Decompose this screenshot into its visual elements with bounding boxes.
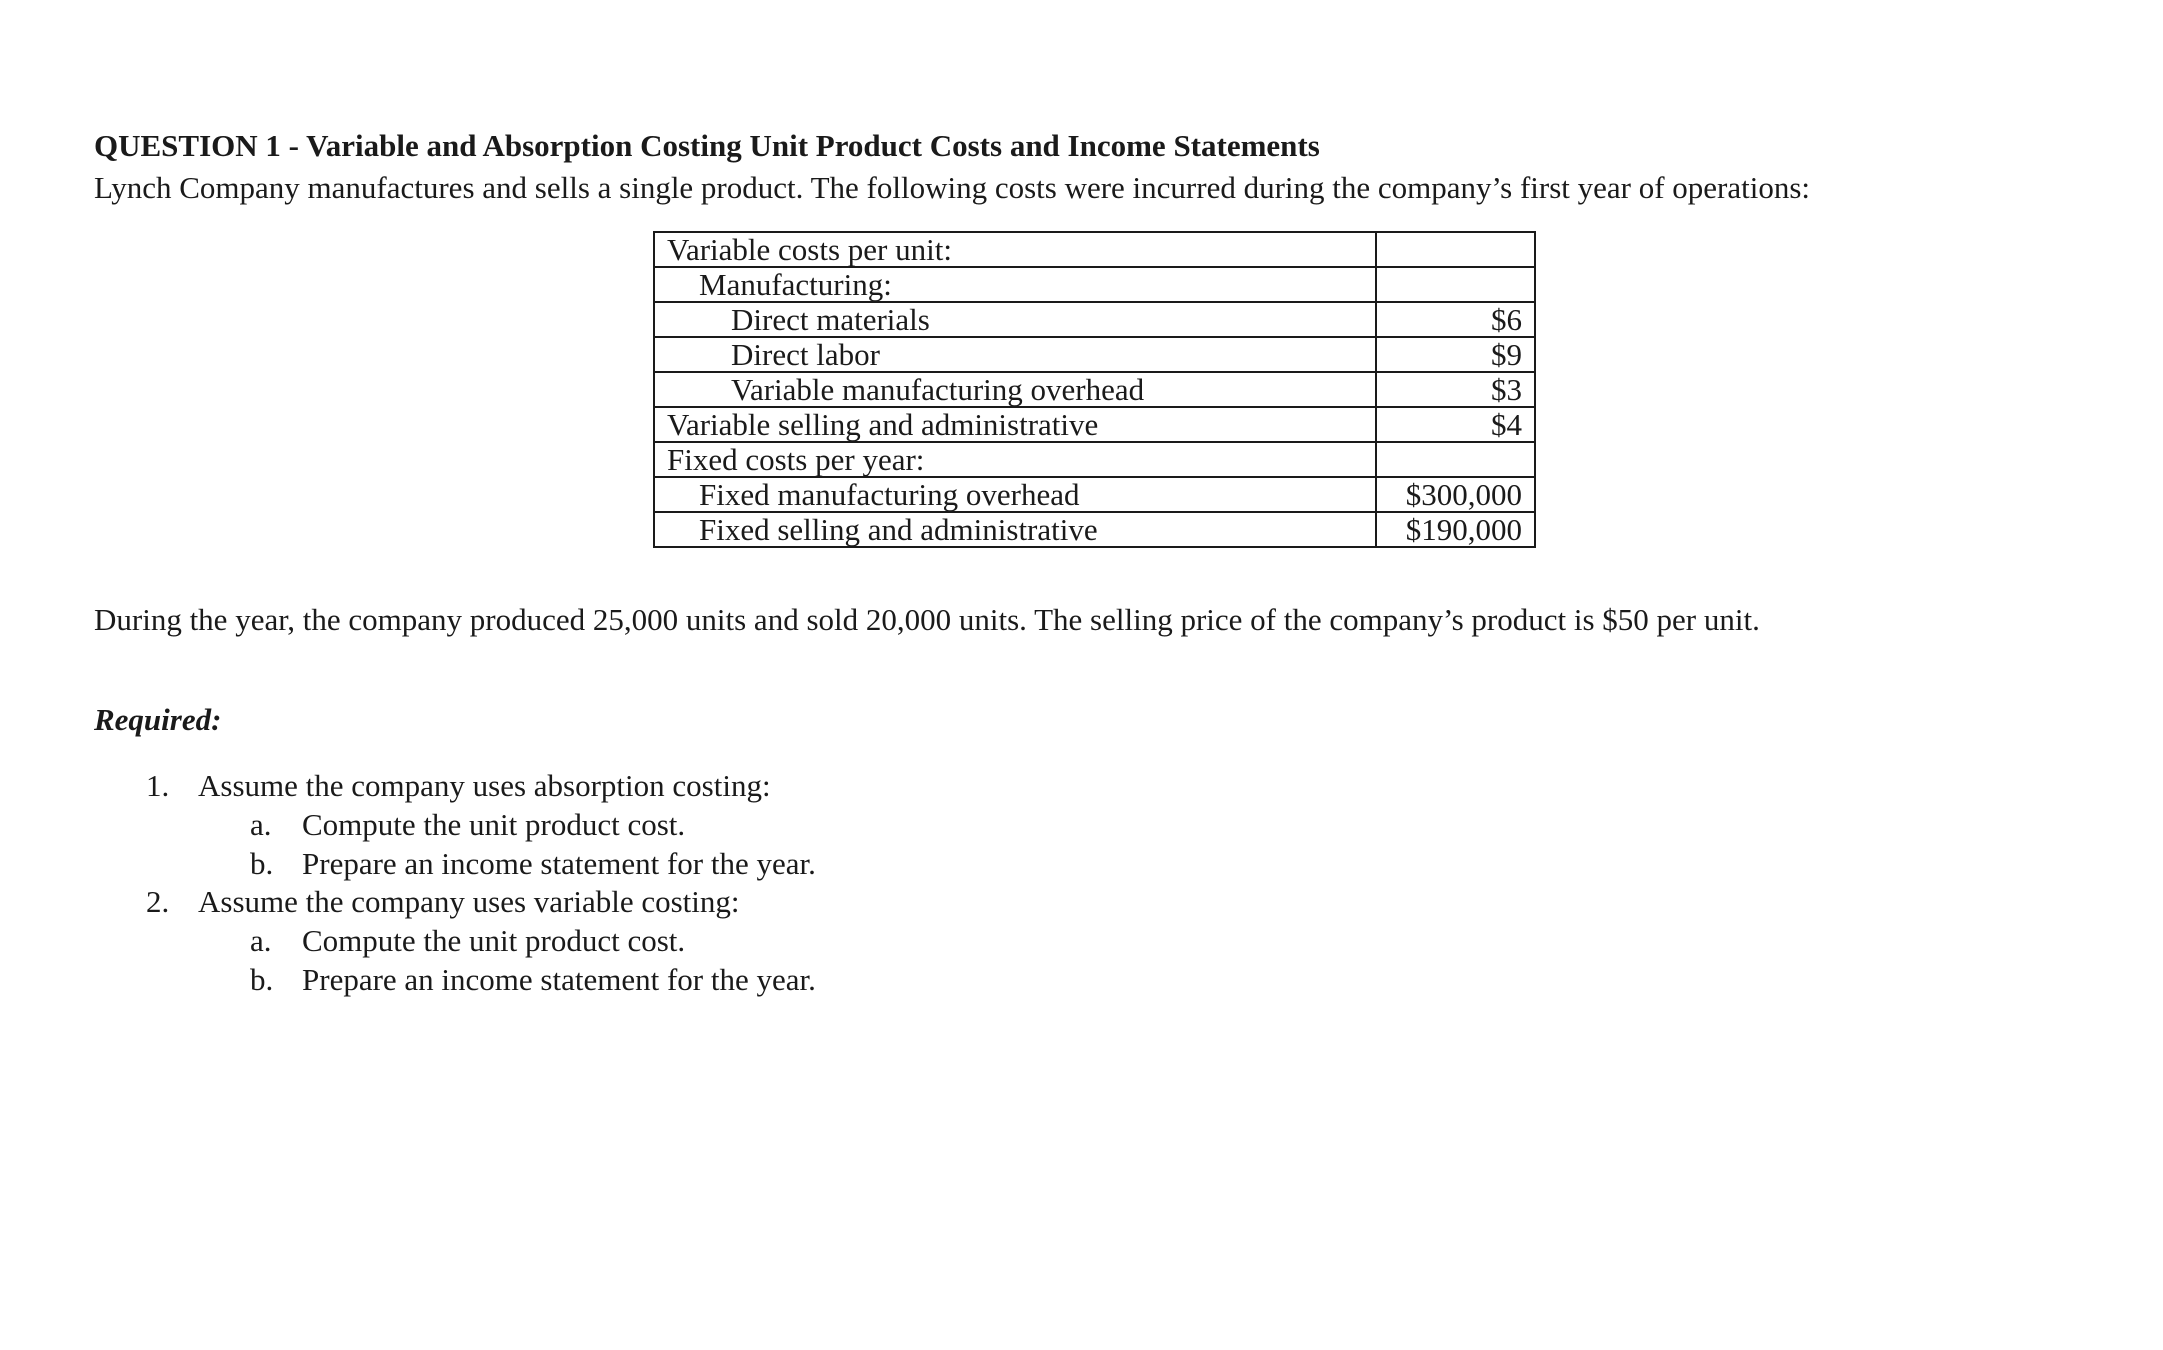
table-row [654, 407, 1535, 442]
table-row [654, 232, 1535, 267]
part-text: Prepare an income statement for the year. [302, 962, 816, 997]
question-text: Assume the company uses absorption costing: [198, 768, 771, 803]
row-amount: $300,000 [1376, 477, 1535, 512]
row-label: Manufacturing: [654, 267, 1376, 302]
table-row [654, 442, 1535, 477]
table-row [654, 267, 1535, 302]
cost-table [653, 231, 1536, 548]
table-row [654, 337, 1535, 372]
intro-paragraph: Lynch Company manufactures and sells a single product. The following costs were incurred during the company’s first year of operations: [94, 170, 1811, 205]
row-label: Fixed manufacturing overhead [654, 477, 1376, 512]
table-row [654, 477, 1535, 512]
row-amount [1376, 267, 1535, 302]
row-label: Variable selling and administrative [654, 407, 1376, 442]
row-amount: $3 [1376, 372, 1535, 407]
question-number: 1. [146, 768, 170, 803]
table-row [654, 372, 1535, 407]
row-label: Direct materials [654, 302, 1376, 337]
table-row [654, 512, 1535, 547]
table-row [654, 302, 1535, 337]
part-letter: b. [250, 962, 274, 997]
question-title: QUESTION 1 - Variable and Absorption Costing Unit Product Costs and Income Statements [94, 128, 1320, 163]
part-text: Compute the unit product cost. [302, 923, 686, 958]
row-amount: $6 [1376, 302, 1535, 337]
required-heading: Required: [94, 702, 222, 737]
row-label: Fixed selling and administrative [654, 512, 1376, 547]
row-label: Variable costs per unit: [654, 232, 1376, 267]
question-number: 2. [146, 884, 170, 919]
part-text: Prepare an income statement for the year. [302, 846, 816, 881]
row-amount: $4 [1376, 407, 1535, 442]
row-amount [1376, 442, 1535, 477]
row-amount: $190,000 [1376, 512, 1535, 547]
row-label: Variable manufacturing overhead [654, 372, 1376, 407]
production-paragraph: During the year, the company produced 25,000 units and sold 20,000 units. The selling price of the company’s product is $50 per unit. [94, 602, 1760, 637]
part-letter: b. [250, 846, 274, 881]
row-amount: $9 [1376, 337, 1535, 372]
part-letter: a. [250, 923, 272, 958]
part-letter: a. [250, 807, 272, 842]
row-label: Fixed costs per year: [654, 442, 1376, 477]
part-text: Compute the unit product cost. [302, 807, 686, 842]
row-label: Direct labor [654, 337, 1376, 372]
question-text: Assume the company uses variable costing: [198, 884, 740, 919]
row-amount [1376, 232, 1535, 267]
